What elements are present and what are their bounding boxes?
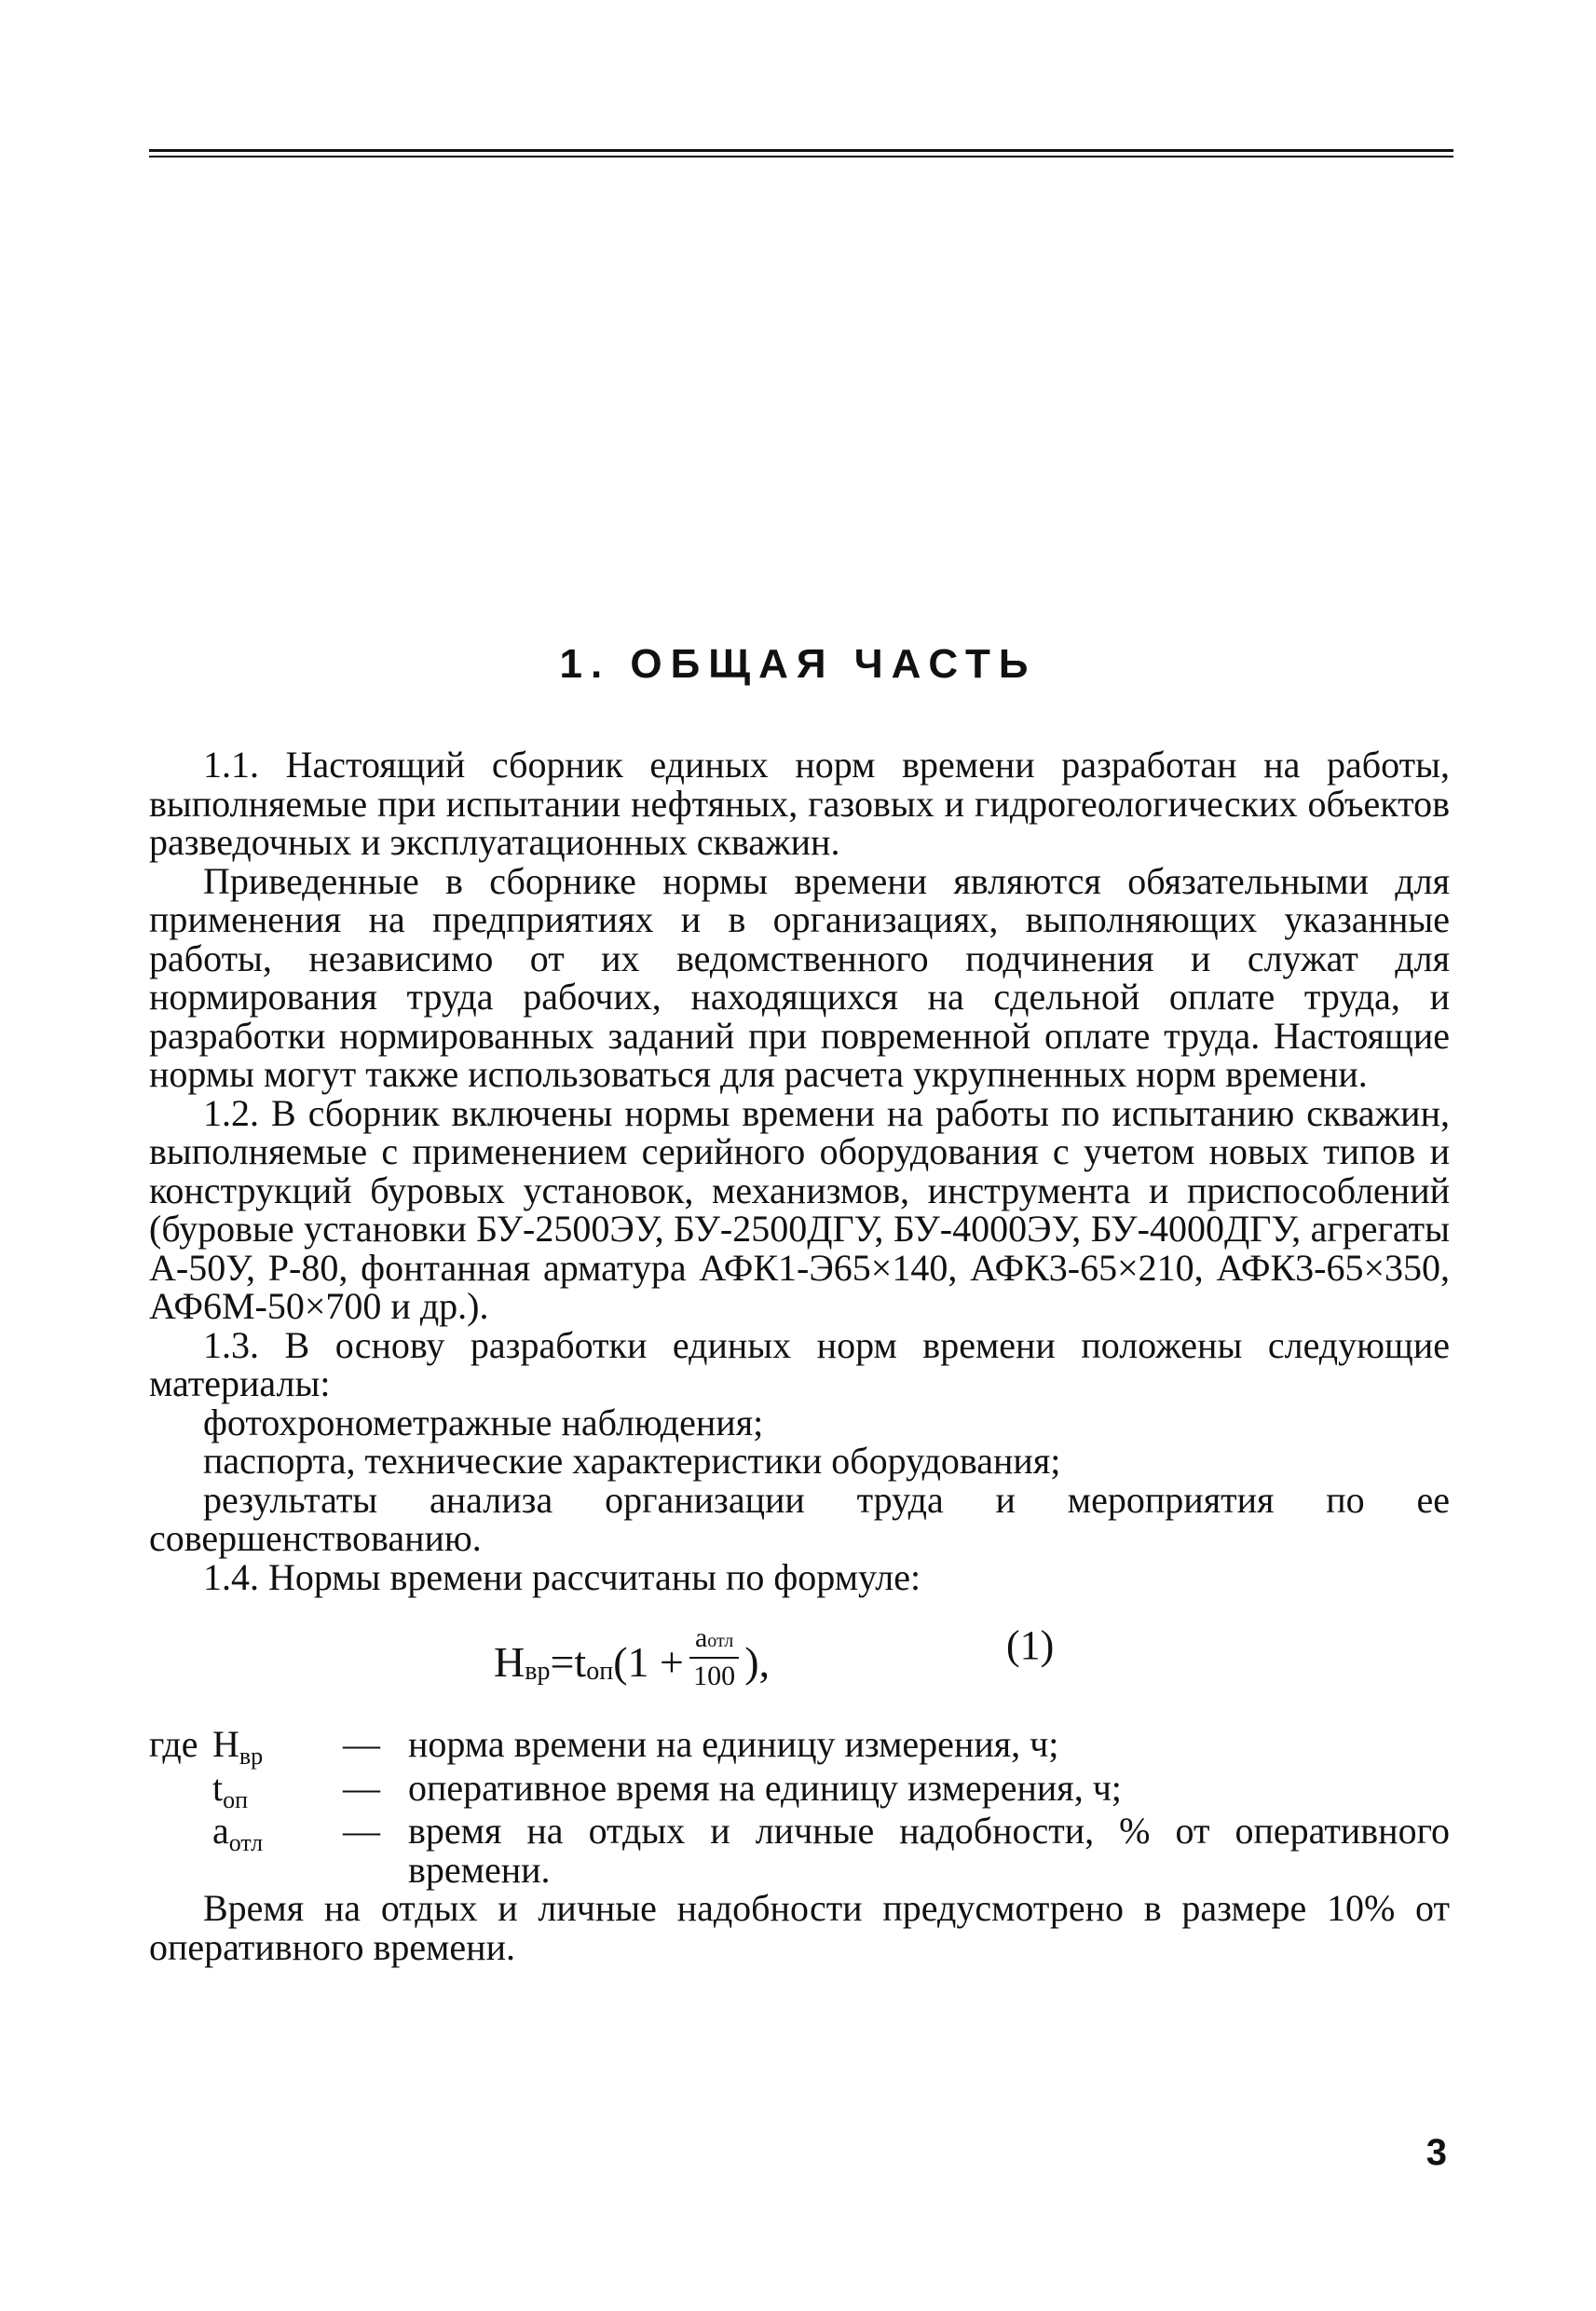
closing-paragraph: Время на отдых и личные надобности предусмотрено в размере 10% от оперативного времени. <box>149 1887 1450 1968</box>
definition-row <box>149 1766 1450 1813</box>
materials-list-item: результаты анализа организации труда и мероприятия по ее совершенствованию. <box>149 1478 1450 1559</box>
formula-equals: = <box>550 1637 575 1686</box>
formula-t-subscript: оп <box>586 1656 614 1686</box>
formula-lhs-subscript: вр <box>525 1656 551 1686</box>
materials-list-item: паспорта, технические характеристики оборудования; <box>203 1440 1061 1482</box>
definition-text: время на отдых и личные надобности, % от оперативного времени. <box>408 1810 1450 1891</box>
formula-close: ), <box>744 1637 771 1686</box>
formula-t: t <box>574 1637 587 1686</box>
paragraph-1-3: 1.3. В основу разработки единых норм времени положены следующие материалы: <box>149 1323 1450 1404</box>
definition-symbol-main: a <box>212 1810 229 1852</box>
definition-where-word: где <box>149 1723 198 1765</box>
document-body <box>149 745 1450 1966</box>
formula-fraction <box>689 1622 739 1694</box>
formula-lhs: Н <box>494 1637 525 1686</box>
materials-list-item: фотохронометражные наблюдения; <box>203 1401 764 1443</box>
formula-definitions <box>149 1725 1450 1889</box>
definition-symbol-subscript: оп <box>223 1785 249 1813</box>
formula-a-subscript: отл <box>707 1631 734 1651</box>
definition-symbol <box>212 1766 343 1813</box>
definition-dash: — <box>343 1810 380 1852</box>
formula-a: a <box>694 1622 708 1653</box>
header-rule-line-top <box>149 149 1453 152</box>
paragraph-1-4: 1.4. Нормы времени рассчитаны по формуле: <box>203 1555 921 1598</box>
definition-dash: — <box>343 1766 380 1809</box>
definition-symbol-main: Н <box>212 1723 239 1765</box>
header-rule <box>149 149 1453 161</box>
definition-symbol-subscript: вр <box>239 1743 264 1770</box>
definition-symbol <box>212 1725 343 1769</box>
formula-number: (1) <box>1006 1622 1055 1668</box>
formula-fraction-denominator: 100 <box>693 1661 736 1691</box>
header-rule-line-bottom <box>149 156 1453 157</box>
definition-symbol <box>212 1812 343 1855</box>
formula-open: (1 + <box>613 1637 684 1686</box>
definition-text: норма времени на единицу измерения, ч; <box>408 1723 1059 1765</box>
definition-dash: — <box>343 1723 380 1765</box>
paragraph-1-1: 1.1. Настоящий сборник единых норм времени разработан на работы, выполняемые при испытании нефтяных, газовых и гидрогеологических объектов разведочных и эксплуатационных скважин. <box>149 744 1450 863</box>
definition-row <box>149 1725 1450 1769</box>
formula-fraction-numerator <box>689 1622 739 1659</box>
paragraph-obligatory: Приведенные в сборнике нормы времени являются обязательными для применения на предприятиях и в организациях, выполняющих указанные работы, независимо от их ведомственного подчинения и служат для нормирования труда рабочих, находящихся на сдельной оплате труда, и разработки нормированных заданий при повременной оплате труда. Настоящие нормы могут также использоваться для расчета укрупненных норм времени. <box>149 859 1450 1095</box>
paragraph-1-2: 1.2. В сборник включены нормы времени на работы по испытанию скважин, выполняемые с применением серийного оборудования с учетом новых типов и конструкций буровых установок, механизмов, инструмента и приспособлений (буровые установки БУ-2500ЭУ, БУ-2500ДГУ, БУ-4000ЭУ, БУ-4000ДГУ, агрегаты А-50У, Р-80, фонтанная арматура АФК1-Э65×140, АФК3-65×210, АФК3-65×350, АФ6М-50×700 и др.). <box>149 1091 1450 1327</box>
definition-symbol-main: t <box>212 1766 224 1809</box>
formula <box>494 1622 771 1698</box>
definition-symbol-subscript: отл <box>228 1829 264 1856</box>
definition-row <box>149 1812 1450 1889</box>
page-number: 3 <box>1425 2132 1447 2173</box>
definition-text: оперативное время на единицу измерения, ч; <box>408 1766 1122 1809</box>
section-title: 1. ОБЩАЯ ЧАСТЬ <box>559 641 1037 687</box>
formula-block <box>149 1604 1450 1716</box>
